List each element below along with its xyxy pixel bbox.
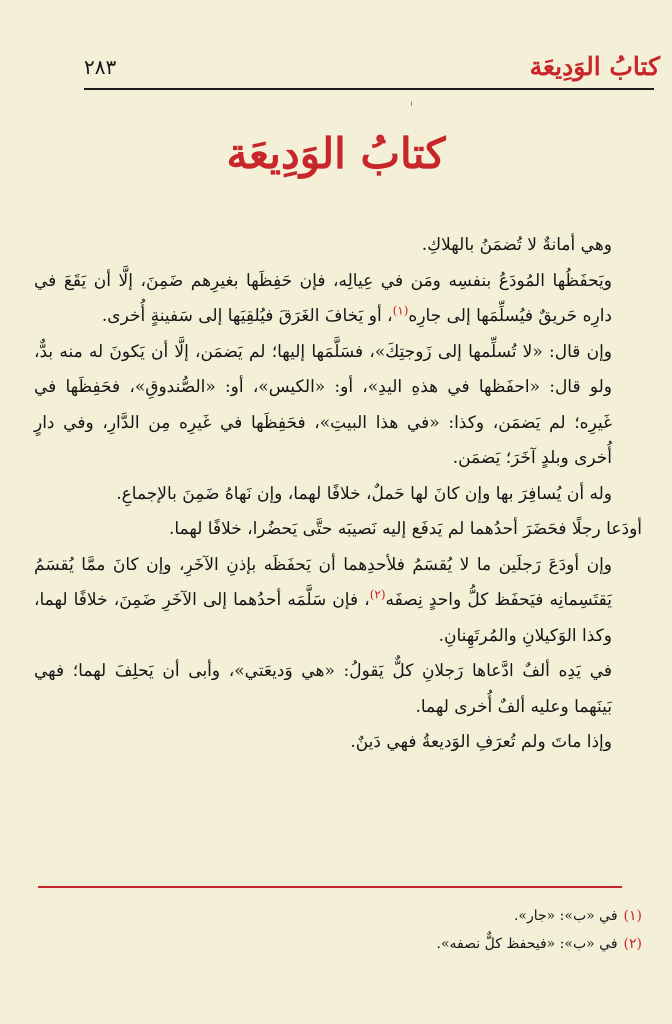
paragraph-8: وإذا ماتَ ولم تُعرَفِ الوَديعةُ فهي دَينٌ. bbox=[350, 732, 612, 752]
page-number: ٢٨٣ bbox=[84, 55, 117, 79]
paragraph-6-part-1: وإن أودَعَ رَجلَين ما لا يُقسَمُ فلأحدِهما أن يَحفَظَه بإذنِ الآخَرِ، وإن كانَ ممَّا يُقسَمُ يَقتَسِمانِه فيَحفَظ كلُّ واحدٍ نِصفَه bbox=[34, 554, 612, 610]
header-rule bbox=[84, 88, 654, 90]
paragraph-3: وإن قال: «لا تُسلِّمها إلى زَوجتِكَ»، فسَلَّمَها إليها؛ لم يَضمَن، إلَّا أن يَكونَ له منه بدٌّ، ولو قال: «احفَظها في هذهِ اليدِ»، أو: «الكيس»، أو: «الصُّندوقِ»، فحَفِظَها في غَيرِه؛ لم يَضمَن، وكذا: «في هذا البيتِ»، فحَفِظَها في غَيرِه مِن الدَّارِ، وفي دارٍ أُخرى وبلدٍ آخَرَ؛ يَضمَن. bbox=[34, 341, 612, 468]
footnote-1-number: (١) bbox=[623, 908, 642, 924]
paragraph-7: في يَدِه ألفٌ ادَّعاها رَجلانِ كلٌّ يَقولُ: «هي وَديعَتي»، وأبى أن يَحلِفَ لهما؛ فهي بَينَهما وعليه ألفٌ أُخرى لهما. bbox=[34, 661, 612, 717]
paragraph-4: وله أن يُسافِرَ بها وإن كانَ لها حَملٌ، خلافًا لهما، وإن نَهاهُ ضَمِنَ بالإجماعِ. bbox=[116, 483, 612, 504]
footnote-1 bbox=[40, 902, 642, 930]
footnote-rule bbox=[38, 886, 622, 888]
page-header bbox=[84, 50, 660, 86]
paragraph-6-part-2: ، فإن سَلَّمَه أحدُهما إلى الآخَرِ ضَمِنَ، خلافًا لهما، وكذا الوَكيلانِ والمُرتَهِنانِ. bbox=[34, 590, 612, 646]
footnote-ref-2[interactable]: (٢) bbox=[369, 587, 386, 602]
paragraph-5: أودَعا رجلًا فحَضَرَ أحدُهما لم يَدفَع إليه نَصيبَه حتَّى يَحضُرا، خلافًا لهما. bbox=[168, 519, 642, 539]
footnote-2-text: في «ب»: «فيحفظ كلٌّ نصفه». bbox=[436, 936, 618, 952]
paragraph-2-part-2: ، أو يَخافَ الغَرَقَ فيُلقِيَها إلى سَفينةٍ أُخرى. bbox=[101, 306, 393, 326]
paragraph-2 bbox=[34, 264, 642, 335]
body-text bbox=[34, 228, 642, 761]
paragraph-2-part-1: ويَحفَظُها المُودَعُ بنفسِه ومَن في عِيالِه، فإن حَفِظَها بغيرِهم ضَمِنَ، إلَّا أن يَقَعَ في دارِه حَريقٌ فيُسلِّمَها إلى جارِه bbox=[34, 270, 612, 326]
paragraph-6 bbox=[34, 548, 642, 655]
footnote-2 bbox=[40, 930, 642, 958]
footnote-ref-1[interactable]: (١) bbox=[392, 303, 409, 318]
running-title: كتابُ الوَدِيعَة bbox=[529, 52, 660, 81]
paragraph-1: وهي أمانةٌ لا تُضمَنُ بالهلاكِ. bbox=[421, 235, 612, 255]
footnotes bbox=[40, 902, 642, 958]
footnote-2-number: (٢) bbox=[623, 936, 642, 952]
footnote-1-text: في «ب»: «جار». bbox=[513, 908, 618, 924]
chapter-title: كتابُ الوَدِيعَة bbox=[226, 129, 446, 178]
